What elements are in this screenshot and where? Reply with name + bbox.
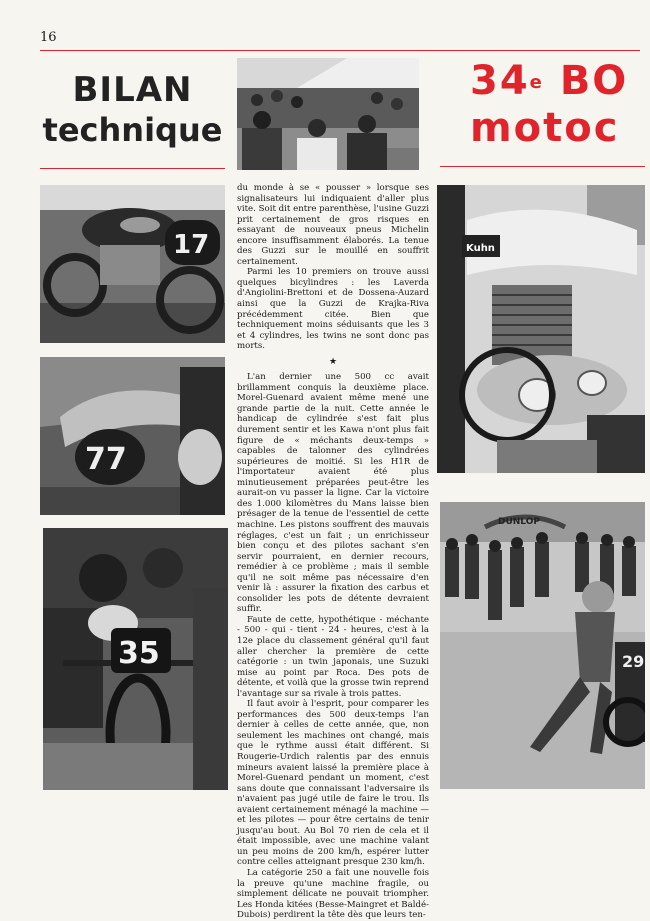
article-paragraph: L'an dernier une 500 cc avait brillamment conquis la deuxième place. Morel-Guenard avaient même mené une grande partie de la nuit. Cette année le handicap de cylindrée s'est fait plus durement sentir et les Kawa n'ont plus fait figure de « méchants deux-temps » capables de talonner des cylindrées supérieures de moitié. Si les H1R de l'importateur avaient été plus minutieusement préparées peut-être les aurait-on vu passer la ligne. Car la victoire des 1.000 kilomètres du Mans laisse bien présager de la tenue de l'essentiel de cette machine. Les pistons souffrent des mauvais réglages, c'est un fait ; un enrichisseur bien conçu et des pilotes sachant s'en servir pourraient, en dernier recours, remédier à ce problème ; mais il semble qu'il ne soit même pas nécessaire d'en venir là : assurer la fixation des carbus et consolider les pots de détente devraient suffir. bbox=[237, 372, 429, 615]
bike-35-number: 35 bbox=[118, 636, 160, 671]
star-separator: ★ bbox=[328, 356, 338, 367]
photo-bike-35 bbox=[43, 528, 228, 790]
dunlop-label: DUNLOP bbox=[498, 517, 540, 527]
kuhn-label: Kuhn bbox=[466, 243, 495, 254]
headline-word: BO bbox=[543, 58, 629, 104]
title-line-1: BILAN bbox=[72, 70, 193, 110]
article-body bbox=[237, 183, 429, 921]
article-paragraph: Il faut avoir à l'esprit, pour comparer les performances des 500 deux-temps l'an dernier à celles de cette année, que, non seulement les machines ont changé, mais que le rythme aussi était différent. Si Rougerie-Urdich ralentis par des ennuis mineurs avaient laissé la première place à Morel-Guenard pendant un moment, c'est sans doute que connaissant l'adversaire ils n'avaient pas jugé utile de faire le trou. Ils avaient certainement ménagé la machine — et les pilotes — pour être certains de tenir jusqu'au bout. Au Bol 70 rien de cela et il était impossible, avec une machine valant un peu moins de 200 km/h, espérer lutter contre celles atteignant presque 230 km/h. bbox=[237, 699, 429, 868]
headline-line-2: motoc bbox=[470, 105, 620, 151]
bike-29-number: 29 bbox=[622, 652, 645, 671]
page-number: 16 bbox=[40, 30, 57, 45]
photo-pit-start-29 bbox=[440, 502, 645, 789]
article-paragraph: La catégorie 250 a fait une nouvelle fois la preuve qu'une machine fragile, ou simplement délicate ne pouvait triompher. Les Honda kitées (Besse-Maingret et Baldé-Dubois) perdirent la tête dès que leurs ten- bbox=[237, 868, 429, 921]
header-rule bbox=[40, 50, 640, 51]
article-paragraph: du monde à se « pousser » lorsque ses signalisateurs lui indiquaient d'aller plus vite. Soit dit entre parenthèse, l'usine Guzzi prit certainement de gros risques en essayant de nouveaux pneus Michelin encore insuffisamment élaborés. La tenue des Guzzi sur le mouillé en souffrit certainement. bbox=[237, 183, 429, 267]
bike-77-number: 77 bbox=[85, 442, 127, 477]
photo-crowd-pits bbox=[237, 58, 419, 170]
article-paragraph: Faute de cette, hypothétique - méchante - 500 - qui - tient - 24 - heures, c'est à la 12e place du classement général qu'il faut aller chercher la première de cette catégorie : un twin japonais, une Suzuki mise au point par Roca. Des pots de détente, et voilà que la grosse twin reprend l'avantage sur sa rivale à trois pattes. bbox=[237, 614, 429, 699]
bike-17-number: 17 bbox=[173, 230, 210, 260]
photo-guzzi-17 bbox=[40, 185, 225, 343]
article-headline bbox=[470, 58, 650, 152]
title-line-2: technique bbox=[42, 111, 223, 149]
headline-number: 34 bbox=[470, 58, 530, 104]
headline-superscript: e bbox=[529, 72, 544, 93]
headline-rule bbox=[440, 166, 645, 167]
section-title bbox=[40, 70, 225, 150]
article-paragraph: Parmi les 10 premiers on trouve aussi quelques bicylindres : les Laverda d'Angiolini-Brettoni et de Dossena-Auzard ainsi que la Guzzi de Krajka-Riva précédemment citée. Bien que techniquement moins séduisants que les 3 et 4 cylindres, les twins ne sont donc pas morts. bbox=[237, 267, 429, 352]
photo-bike-77 bbox=[40, 357, 225, 515]
title-rule bbox=[40, 168, 225, 169]
photo-engine-closeup bbox=[437, 185, 645, 473]
